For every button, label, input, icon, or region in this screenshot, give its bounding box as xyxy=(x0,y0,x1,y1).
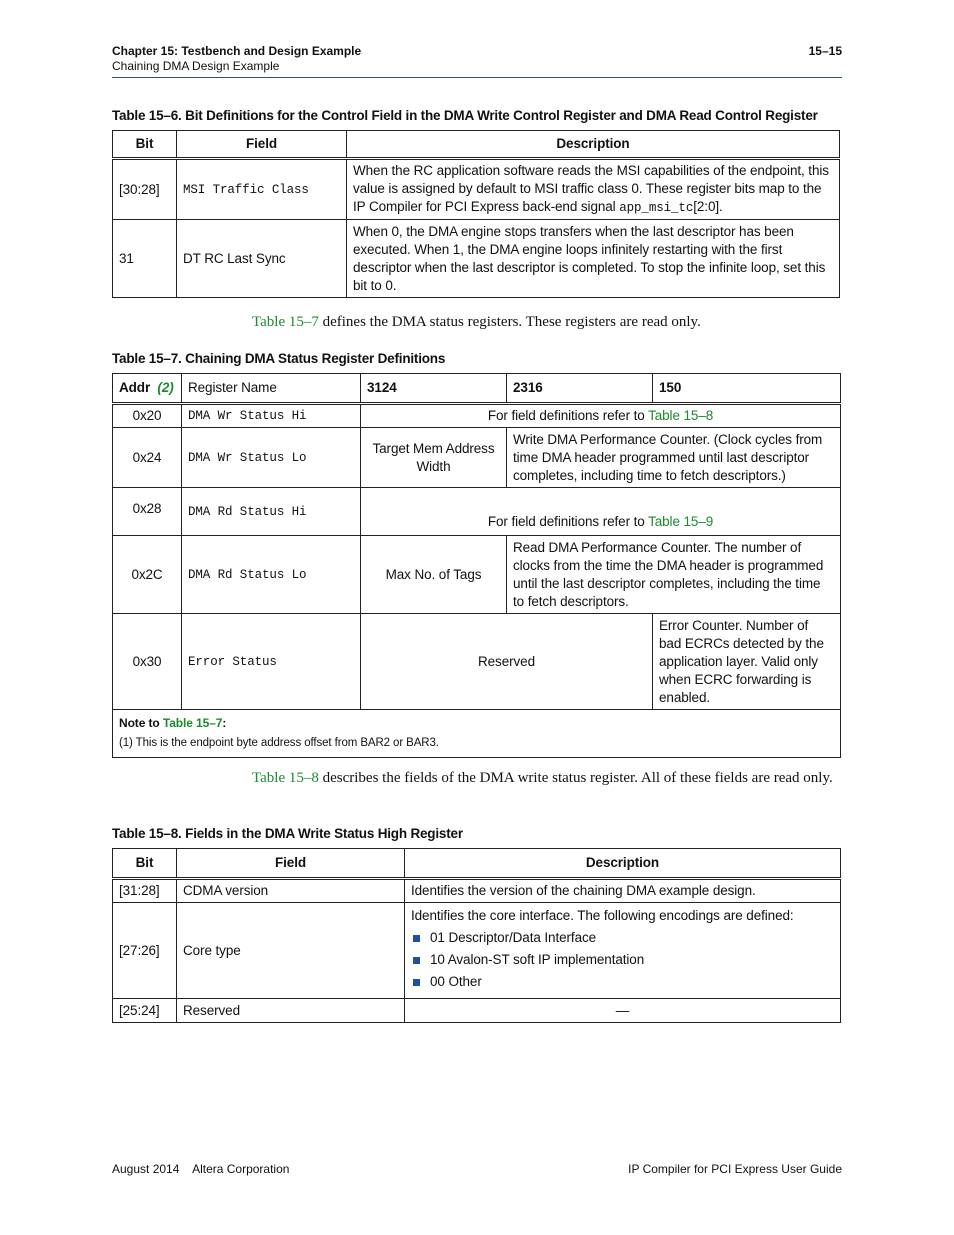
table7-note: Note to Table 15–7: (1) This is the endpoint byte address offset from BAR2 or BAR3. xyxy=(113,710,841,758)
table7-addr: 0x28 xyxy=(113,488,182,536)
table8 xyxy=(112,848,841,1023)
table6-field: MSI Traffic Class xyxy=(177,159,347,220)
table7-cell: Write DMA Performance Counter. (Clock cycles from time DMA header programmed until last descriptor completes, including time to fetch descriptors.) xyxy=(507,428,841,488)
table7-register-name: DMA Wr Status Hi xyxy=(182,404,361,428)
list-item: 01 Descriptor/Data Interface xyxy=(411,929,834,947)
table7-addr: 0x24 xyxy=(113,428,182,488)
table8-description: Identifies the core interface. The following encodings are defined: 01 Descriptor/Data Interface 10 Avalon-ST soft IP implementation 00 Other xyxy=(405,903,841,999)
note-item: (1) This is the endpoint byte address offset from BAR2 or BAR3. xyxy=(119,737,439,749)
page-number: 15–15 xyxy=(808,44,842,58)
table7-caption: Table 15–7. Chaining DMA Status Register Definitions xyxy=(112,351,446,366)
bullet-square-icon xyxy=(413,957,420,964)
table8-description: — xyxy=(405,999,841,1023)
table7-header-register-name: Register Name xyxy=(182,374,361,404)
table7-register-name: DMA Wr Status Lo xyxy=(182,428,361,488)
table-15-8-link[interactable]: Table 15–8 xyxy=(252,770,319,786)
table-row xyxy=(113,999,841,1023)
table7-cell: Target Mem Address Width xyxy=(361,428,507,488)
table-row xyxy=(113,404,841,428)
note-ref-link[interactable]: (2) xyxy=(157,380,174,395)
table-row xyxy=(113,488,841,536)
table-15-9-link[interactable]: Table 15–9 xyxy=(648,514,714,529)
table6-header-bit: Bit xyxy=(113,131,177,159)
table7-register-name: DMA Rd Status Hi xyxy=(182,488,361,536)
table7-header-addr: Addr (2) xyxy=(113,374,182,404)
table8-field: Core type xyxy=(177,903,405,999)
table7-register-name: Error Status xyxy=(182,614,361,710)
table-row xyxy=(113,903,841,999)
table8-description: Identifies the version of the chaining DMA example design. xyxy=(405,879,841,903)
table6-caption: Table 15–6. Bit Definitions for the Control Field in the DMA Write Control Register and DMA Read Control Register xyxy=(112,108,818,123)
table-row xyxy=(113,536,841,614)
table6-description: When 0, the DMA engine stops transfers when the last descriptor has been executed. When 1, the DMA engine loops infinitely restarting with the first descriptor when the last descriptor is completed. To stop the infinite loop, set this bit to 0. xyxy=(347,220,840,298)
bullet-square-icon xyxy=(413,935,420,942)
table8-field: CDMA version xyxy=(177,879,405,903)
table-row xyxy=(113,879,841,903)
table6-header-description: Description xyxy=(347,131,840,159)
table6-description: When the RC application software reads the MSI capabilities of the endpoint, this value is assigned by default to MSI traffic class 0. These register bits map to the IP Compiler for PCI Express back-end signal app_msi_tc[2:0]. xyxy=(347,159,840,220)
paragraph-1: Table 15–7 defines the DMA status registers. These registers are read only. xyxy=(252,314,701,330)
table6-bit: 31 xyxy=(113,220,177,298)
chapter-title: Chapter 15: Testbench and Design Example xyxy=(112,44,362,58)
table6-field: DT RC Last Sync xyxy=(177,220,347,298)
paragraph-2: Table 15–8 describes the fields of the DMA write status register. All of these fields are read only. xyxy=(252,770,833,786)
list-item: 10 Avalon-ST soft IP implementation xyxy=(411,951,834,969)
table-row xyxy=(113,614,841,710)
table8-field: Reserved xyxy=(177,999,405,1023)
footer-left: August 2014 Altera Corporation xyxy=(112,1162,290,1176)
table6 xyxy=(112,130,840,298)
signal-name: app_msi_tc xyxy=(619,201,694,215)
table7-header-bits-31-24: 3124 xyxy=(361,374,507,404)
footer-right: IP Compiler for PCI Express User Guide xyxy=(628,1162,842,1176)
table8-bit: [31:28] xyxy=(113,879,177,903)
table8-bit: [25:24] xyxy=(113,999,177,1023)
table7-field-ref: For field definitions refer to Table 15–8 xyxy=(361,404,841,428)
table7-addr: 0x2C xyxy=(113,536,182,614)
note-table-15-7-link[interactable]: Table 15–7 xyxy=(162,716,223,730)
table7-register-name: DMA Rd Status Lo xyxy=(182,536,361,614)
section-title: Chaining DMA Design Example xyxy=(112,59,280,73)
table7-cell: Reserved xyxy=(361,614,653,710)
table7-header-bits-15-0: 150 xyxy=(653,374,841,404)
table7-field-ref: For field definitions refer to Table 15–9 xyxy=(361,488,841,536)
table7-addr: 0x30 xyxy=(113,614,182,710)
table8-header-field: Field xyxy=(177,849,405,879)
table-row xyxy=(113,159,840,220)
table-row xyxy=(113,428,841,488)
table7-cell: Error Counter. Number of bad ECRCs detected by the application layer. Valid only when ECRC forwarding is enabled. xyxy=(653,614,841,710)
table7-cell: Max No. of Tags xyxy=(361,536,507,614)
table-row xyxy=(113,220,840,298)
table6-header-field: Field xyxy=(177,131,347,159)
table8-bit: [27:26] xyxy=(113,903,177,999)
table7 xyxy=(112,373,841,758)
bullet-square-icon xyxy=(413,979,420,986)
table7-note-row xyxy=(113,710,841,758)
table-15-7-link[interactable]: Table 15–7 xyxy=(252,314,319,330)
header-rule xyxy=(112,77,842,78)
table6-bit: [30:28] xyxy=(113,159,177,220)
table8-header-bit: Bit xyxy=(113,849,177,879)
table8-header-description: Description xyxy=(405,849,841,879)
table7-addr: 0x20 xyxy=(113,404,182,428)
table8-caption: Table 15–8. Fields in the DMA Write Status High Register xyxy=(112,826,463,841)
table7-header-bits-23-16: 2316 xyxy=(507,374,653,404)
table7-cell: Read DMA Performance Counter. The number of clocks from the time the DMA header is programmed until the last descriptor completes, including the time to fetch descriptors. xyxy=(507,536,841,614)
list-item: 00 Other xyxy=(411,973,834,991)
table-15-8-link[interactable]: Table 15–8 xyxy=(648,408,714,423)
